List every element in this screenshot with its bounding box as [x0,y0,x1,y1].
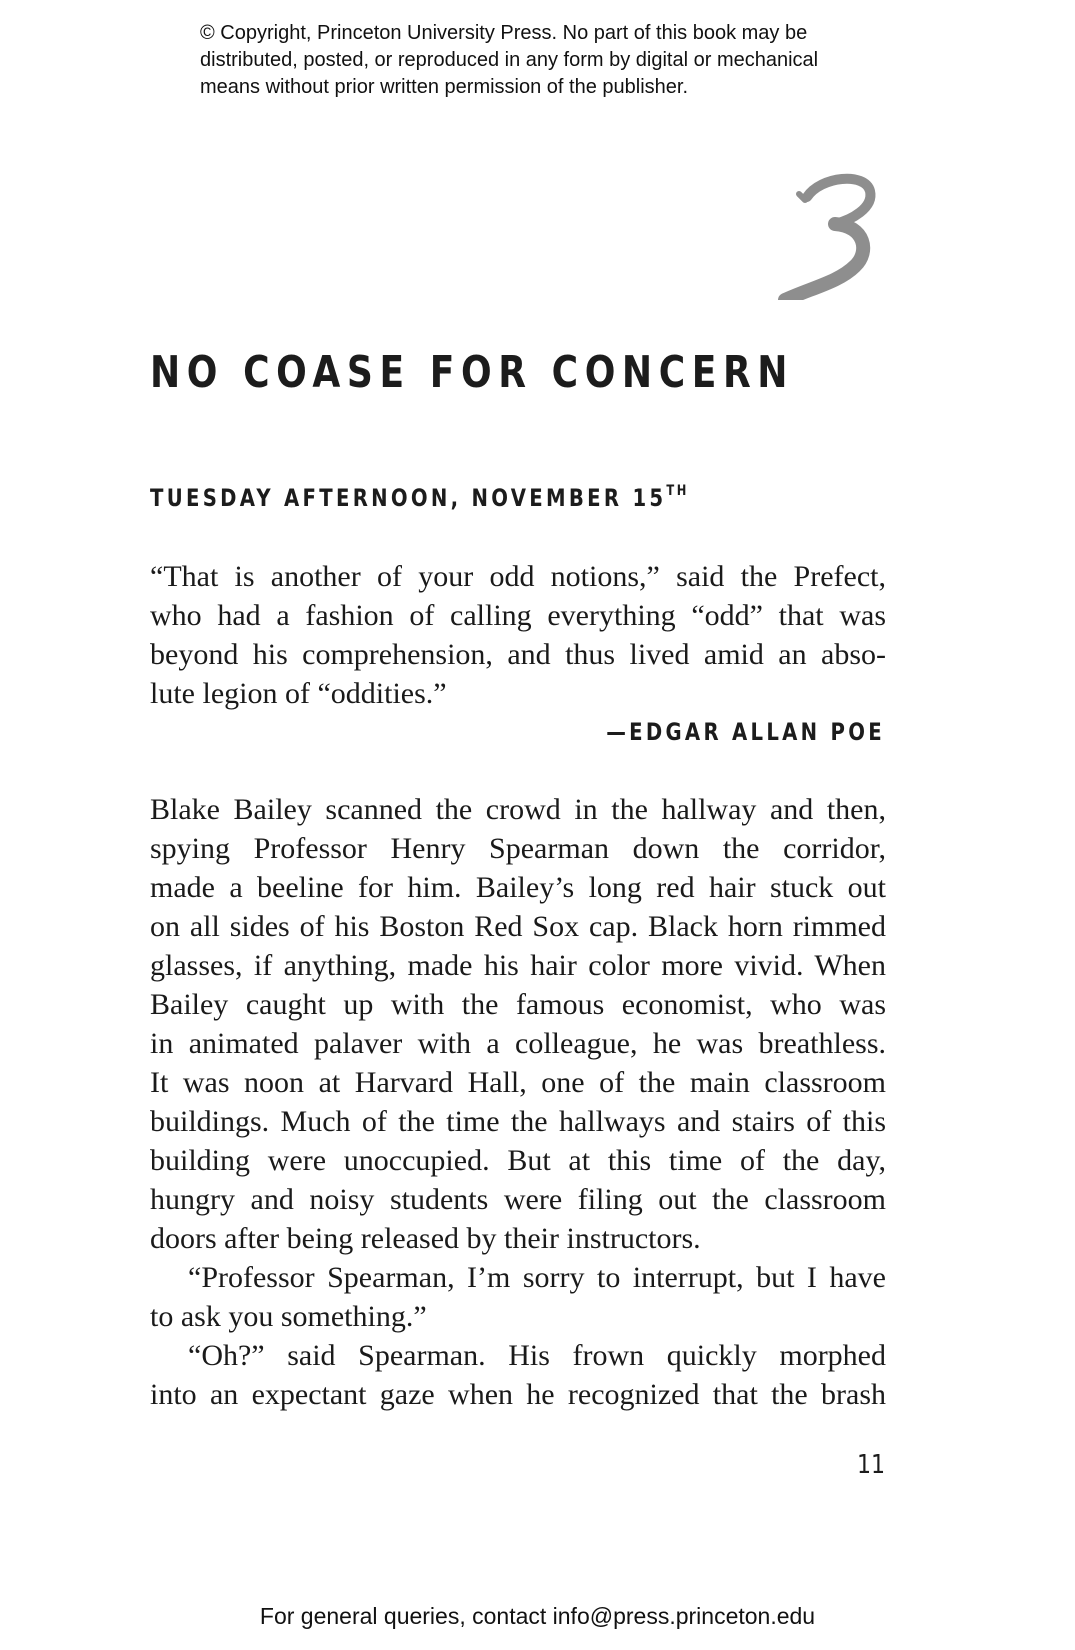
chapter-title: NO COASE FOR CONCERN [150,347,795,398]
chapter-number-numeral [769,150,889,300]
copyright-line: © Copyright, Princeton University Press. No part of this book may be [200,22,808,44]
epigraph-line: beyond his comprehension, and thus lived amid an abso- [150,638,886,671]
copyright-line: distributed, posted, or reproduced in any form by digital or mechanical [200,49,819,71]
footer-contact: For general queries, contact info@press.princeton.edu [259,1603,816,1629]
epigraph-quote [150,557,886,713]
copyright-notice [200,20,900,101]
epigraph-attribution: —EDGAR ALLAN POE [606,718,885,746]
body-line: doors after being released by their instructors. [150,1222,701,1255]
body-line: in animated palaver with a colleague, he was breathless. [150,1027,886,1060]
body-text [150,790,886,1414]
page-number: 11 [856,1450,885,1480]
copyright-line: means without prior written permission of the publisher. [200,76,689,98]
body-line: glasses, if anything, made his hair color more vivid. When [150,949,886,982]
body-line: Blake Bailey scanned the crowd in the hallway and then, [150,793,886,826]
body-line: hungry and noisy students were filing out the classroom [150,1183,886,1216]
epigraph-line: “That is another of your odd notions,” said the Prefect, [150,560,886,593]
epigraph-line: who had a fashion of calling everything “odd” that was [150,599,886,632]
body-line: “Oh?” said Spearman. His frown quickly morphed [188,1339,886,1372]
body-line: buildings. Much of the time the hallways and stairs of this [150,1105,886,1138]
dateline-text: TUESDAY AFTERNOON, NOVEMBER 15 [150,484,667,512]
body-line: It was noon at Harvard Hall, one of the main classroom [150,1066,886,1099]
body-line: “Professor Spearman, I’m sorry to interrupt, but I have [188,1261,886,1294]
chapter-dateline [150,484,689,512]
body-line: building were unoccupied. But at this time of the day, [150,1144,886,1177]
epigraph-line: lute legion of “oddities.” [150,677,447,710]
body-line: on all sides of his Boston Red Sox cap. Black horn rimmed [150,910,886,943]
body-line: to ask you something.” [150,1300,427,1333]
body-line: Bailey caught up with the famous economist, who was [150,988,886,1021]
body-line: into an expectant gaze when he recognized that the brash [150,1378,886,1411]
body-line: made a beeline for him. Bailey’s long red hair stuck out [150,871,886,904]
body-line: spying Professor Henry Spearman down the corridor, [150,832,886,865]
dateline-ordinal-suffix: TH [666,483,689,499]
